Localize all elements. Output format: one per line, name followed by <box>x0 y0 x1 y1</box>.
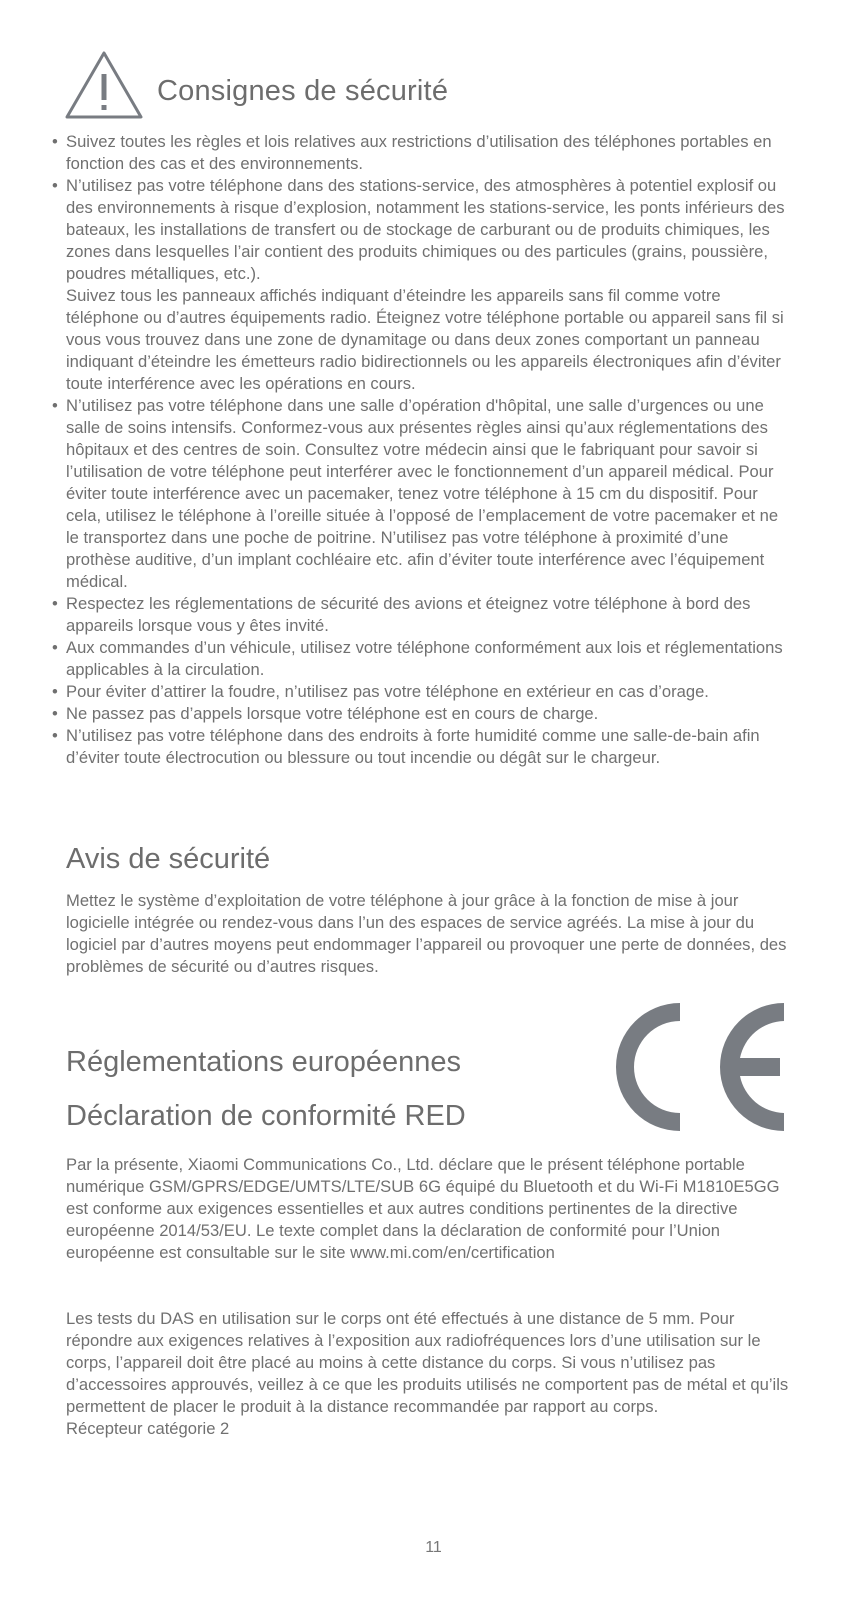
list-item-text: Aux commandes d’un véhicule, utilisez votre téléphone conformément aux lois et réglementations applicables à la circulation. <box>66 638 783 679</box>
safety-title: Consignes de sécurité <box>157 75 449 107</box>
bullet-dot: • <box>52 594 58 613</box>
list-item <box>50 395 795 593</box>
bullet-dot: • <box>52 638 58 657</box>
ce-mark-icon <box>598 1000 788 1134</box>
sar-text: Les tests du DAS en utilisation sur le corps ont été effectués à une distance de 5 mm. Pour répondre aux exigences relatives à l’exposition aux radiofréquences lors d’une utilisation sur le corps, l’appareil doit être placé au moins à cette distance du corps. Si vous n’utilisez pas d’accessoires approuvés, veillez à ce que les produits utilisés ne comportent pas de métal et qu’ils permettent de placer le produit à la distance recommandée par rapport au corps. <box>66 1309 789 1416</box>
list-item <box>50 725 795 769</box>
list-item-text: Suivez tous les panneaux affichés indiquant d’éteindre les appareils sans fil comme votre téléphone ou d’autres équipements radio. Éteignez votre téléphone portable ou appareil sans fil si vous vous trouvez dans une zone de dynamitage ou dans deux zones comportant un panneau indiquant d’éteindre les émetteurs radio bidirectionnels ou les appareils électroniques afin d’éviter toute interférence avec les opérations en cours. <box>66 286 784 393</box>
list-item-text: Respectez les réglementations de sécurité des avions et éteignez votre téléphone à bord des appareils lorsque vous y êtes invité. <box>66 594 751 635</box>
page-number: 11 <box>425 1539 442 1556</box>
bullet-dot: • <box>52 132 58 151</box>
red-declaration-text: Par la présente, Xiaomi Communications Co., Ltd. déclare que le présent téléphone portable numérique GSM/GPRS/EDGE/UMTS/LTE/SUB 6G équipé du Bluetooth et du Wi-Fi M1810E5GG est conforme aux exigences essentielles et aux autres conditions pertinentes de la directive européenne 2014/53/EU. Le texte complet dans la déclaration de conformité pour l’Union européenne est consultable sur le site www.mi.com/en/certification <box>66 1155 780 1262</box>
bullet-dot: • <box>52 726 58 745</box>
safety-bullet-list <box>50 131 795 769</box>
sar-section <box>66 1308 791 1440</box>
list-item <box>50 175 795 395</box>
list-item <box>50 703 795 725</box>
safety-header <box>64 50 804 122</box>
bullet-dot: • <box>52 396 58 415</box>
notice-title: Avis de sécurité <box>66 843 271 875</box>
list-item <box>50 637 795 681</box>
notice-text: Mettez le système d’exploitation de votre téléphone à jour grâce à la fonction de mise à jour logicielle intégrée ou rendez-vous dans l’un des espaces de service agréés. La mise à jour du logiciel par d’autres moyens peut endommager l’appareil ou provoquer une perte de données, des problèmes de sécurité ou d’autres risques. <box>66 891 787 976</box>
warning-triangle-icon <box>64 50 144 120</box>
list-item-text: N’utilisez pas votre téléphone dans une salle d’opération d'hôpital, une salle d’urgences ou une salle de soins intensifs. Conformez-vous aux présentes règles ainsi qu’aux réglementations des hôpitaux et des centres de soin. Consultez votre médecin ainsi que le fabriquant pour savoir si l’utilisation de votre téléphone peut interférer avec le fonctionnement d’un appareil médical. Pour éviter toute interférence avec un pacemaker, tenez votre téléphone à 15 cm du dispositif. Pour cela, utilisez le téléphone à l’oreille située à l’opposé de l’emplacement de votre pacemaker et ne le transportez dans une poche de poitrine. N’utilisez pas votre téléphone à proximité d’une prothèse auditive, d’un implant cochléaire etc. afin d’éviter toute interférence avec l’équipement médical. <box>66 396 779 591</box>
red-declaration-title: Déclaration de conformité RED <box>66 1100 466 1132</box>
list-item-text: N’utilisez pas votre téléphone dans des endroits à forte humidité comme une salle-de-bain afin d’éviter toute électrocution ou blessure ou tout incendie ou dégât sur le chargeur. <box>66 726 760 767</box>
list-item <box>50 593 795 637</box>
list-item-text: N’utilisez pas votre téléphone dans des stations-service, des atmosphères à potentiel explosif ou des environnements à risque d’explosion, notamment les stations-service, les ponts inférieurs des bateaux, les installations de transfert ou de stockage de carburant ou de produits chimiques, les zones dans lesquelles l’air contient des produits chimiques ou des particules (grains, poussière, poudres métalliques, etc.). <box>66 176 785 283</box>
bullet-dot: • <box>52 704 58 723</box>
list-item <box>50 131 795 175</box>
bullet-dot: • <box>52 176 58 195</box>
list-item <box>50 681 795 703</box>
list-item-text: Suivez toutes les règles et lois relatives aux restrictions d’utilisation des téléphones portables en fonction des cas et des environnements. <box>66 132 772 173</box>
bullet-dot: • <box>52 682 58 701</box>
list-item-text: Pour éviter d’attirer la foudre, n’utilisez pas votre téléphone en extérieur en cas d’orage. <box>66 682 709 701</box>
receiver-category: Récepteur catégorie 2 <box>66 1419 230 1438</box>
eu-regulations-title: Réglementations européennes <box>66 1046 461 1078</box>
list-item-text: Ne passez pas d’appels lorsque votre téléphone est en cours de charge. <box>66 704 599 723</box>
